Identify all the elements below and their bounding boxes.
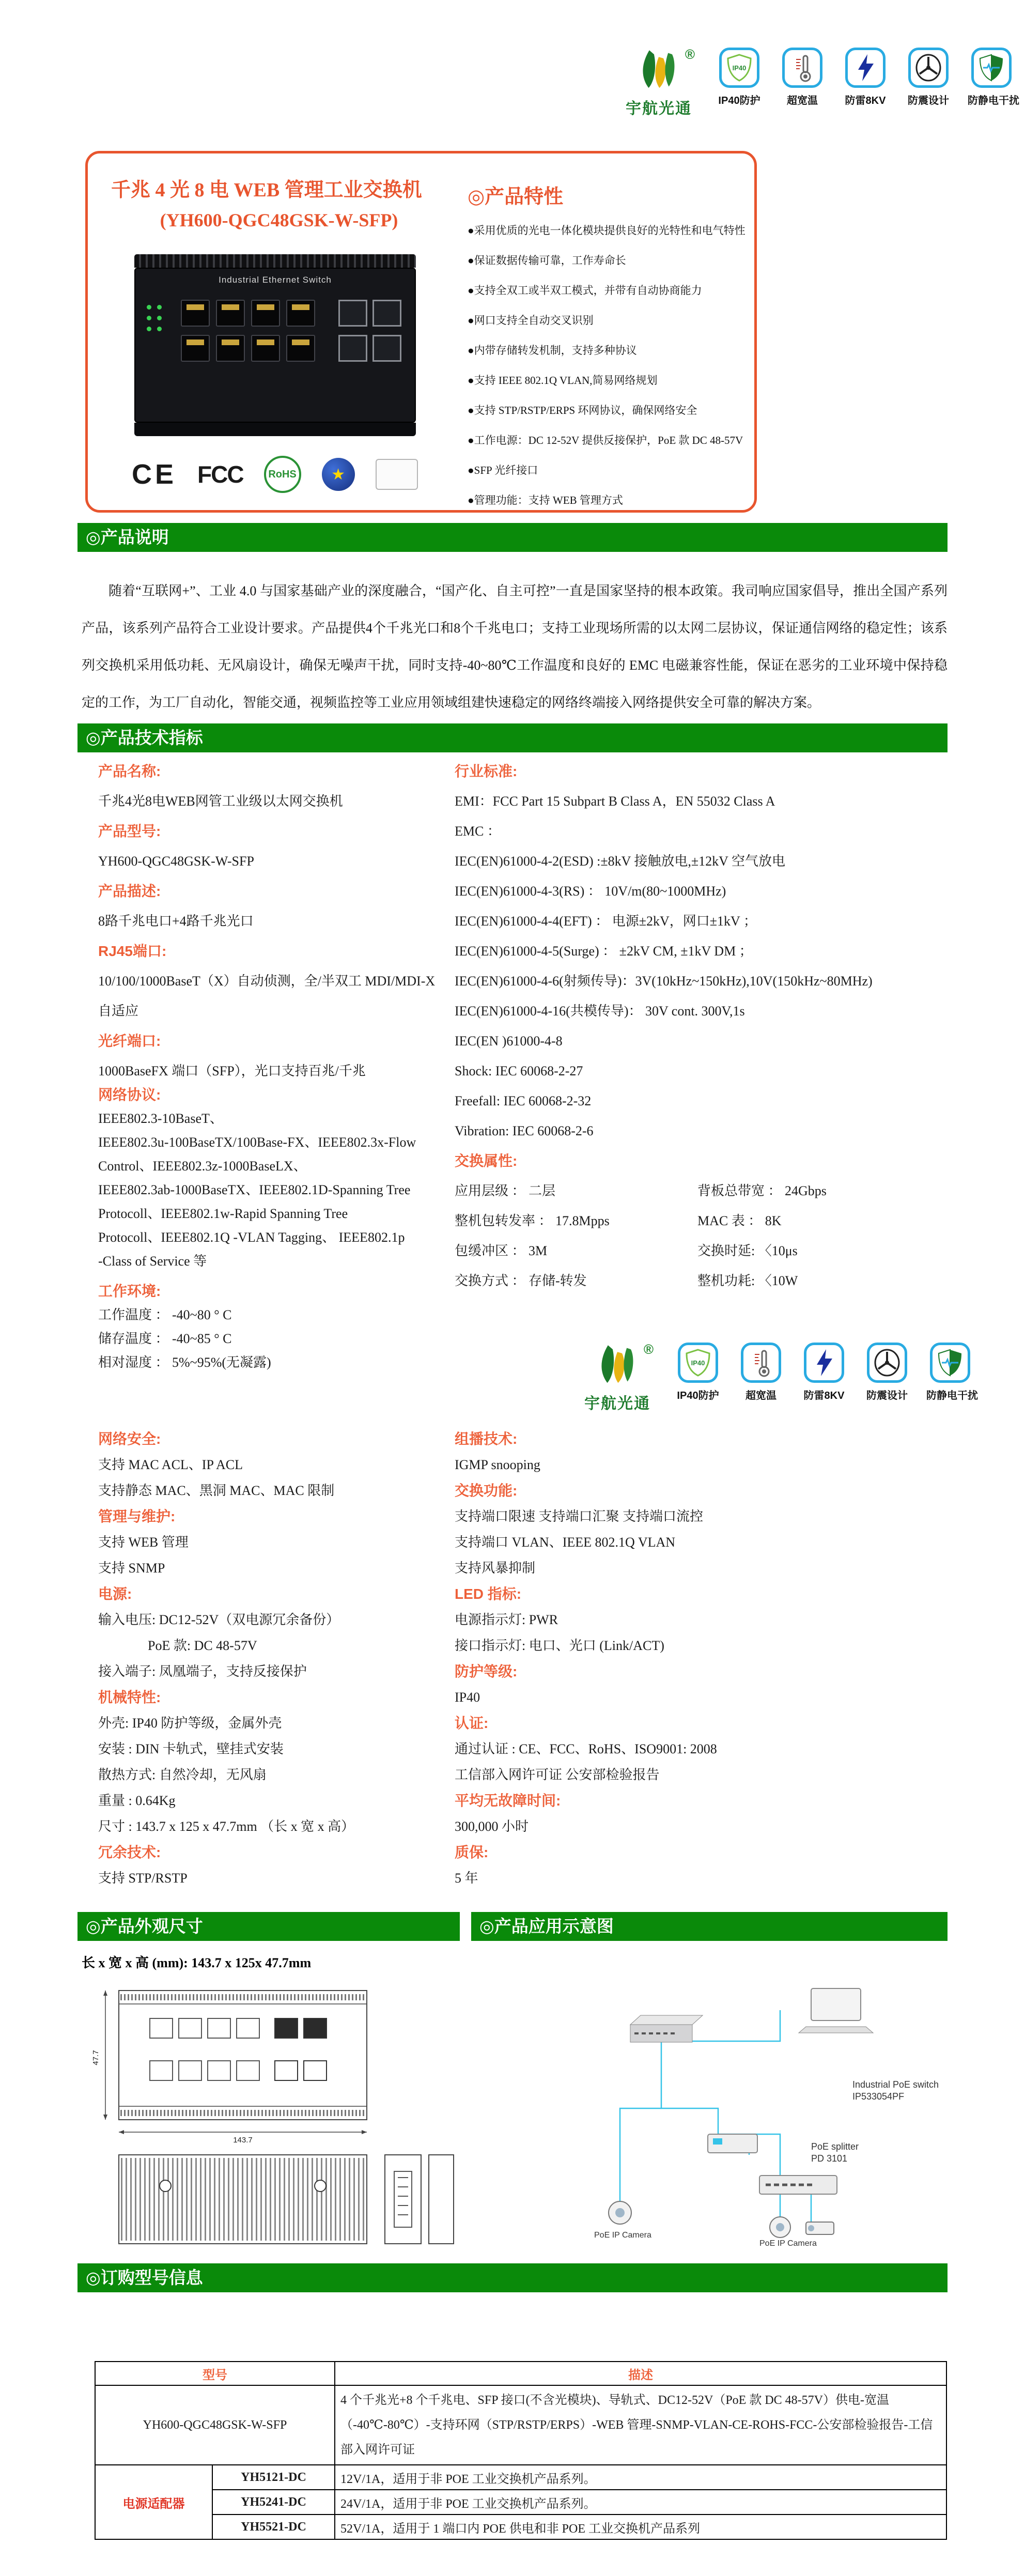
specs1-left-column: [98, 764, 460, 1379]
adapter-model-cell: YH5241-DC: [212, 2490, 335, 2515]
registered-mark: ®: [643, 1341, 654, 1357]
spec-value: PoE 款: DC 48-57V: [148, 1638, 257, 1653]
spec-value: 支持静态 MAC、黑洞 MAC、MAC 限制: [98, 1483, 335, 1498]
table-row: [95, 2385, 946, 2465]
spec-value: 支持 MAC ACL、IP ACL: [98, 1457, 243, 1472]
lightning-icon: [852, 53, 879, 82]
section-banner-tech-specs: ◎产品技术指标: [77, 723, 948, 752]
badge-anti-vibration: 防震设计: [863, 1343, 911, 1402]
spec-value: IEC(EN)61000-4-16(共模传导)： 30V cont. 300V,1s: [455, 1004, 745, 1019]
dimension-size-text: 长 x 宽 x 高 (mm): 143.7 x 125x 47.7mm: [82, 1955, 312, 1970]
spec-value: Protocoll、IEEE802.1w-Rapid Spanning Tree: [98, 1206, 348, 1221]
spec-value: MAC 表 ： 8K: [697, 1213, 782, 1228]
switch-attributes-grid: [455, 1183, 945, 1303]
table-row: [95, 2465, 946, 2490]
spec-value: 工作温度 ： -40~80 ° C: [98, 1307, 232, 1322]
spec-value: 散热方式: 自然冷却，无风扇: [98, 1767, 267, 1782]
spec-value: 电源指示灯: PWR: [455, 1612, 558, 1627]
brand-badges-row-top: [617, 47, 1019, 118]
spec-value: Control、IEEE802.3z-1000BaseLX、: [98, 1159, 307, 1174]
brand-badges-row-middle: [576, 1341, 978, 1413]
spec-value: YH600-QGC48GSK-W-SFP: [98, 854, 254, 869]
badge-lightning: 防雷8KV: [842, 48, 889, 107]
adapter-label-cell: 电源适配器: [95, 2465, 212, 2539]
brand-logo: [576, 1343, 659, 1413]
spec-value: 5 年: [455, 1871, 478, 1886]
product-title-line1: 千兆 4 光 8 电 WEB 管理工业交换机: [111, 179, 422, 201]
section-banner-dimensions: ◎产品外观尺寸: [77, 1912, 460, 1941]
spec-label: 冗余技术:: [98, 1844, 161, 1860]
switch-front-panel: [134, 268, 416, 423]
esd-shield-icon: [937, 1348, 964, 1377]
adapter-desc-cell: 24V/1A，适用于非 POE 工业交换机产品系列。: [335, 2490, 946, 2515]
product-title: [111, 175, 447, 235]
leaf-logo-icon: [597, 1343, 638, 1387]
spec-label: 机械特性:: [98, 1689, 161, 1705]
spec-value: 千兆4光8电WEB网管工业级以太网交换机: [98, 794, 343, 809]
adapter-desc-cell: 52V/1A，适用于 1 端口内 POE 供电和非 POE 工业交换机产品系列: [335, 2515, 946, 2539]
fan-icon: [914, 54, 942, 82]
svg-text:IP40: IP40: [732, 64, 747, 72]
thermometer-icon: [789, 53, 816, 82]
ip40-shield-icon: [685, 1348, 711, 1377]
spec-value: 接口指示灯: 电口、光口 (Link/ACT): [455, 1638, 664, 1653]
registered-mark: ®: [685, 47, 695, 62]
spec-label: 产品名称:: [98, 763, 161, 779]
spec-value: IEC(EN)61000-4-4(EFT) ： 电源±2kV，网口±1kV ；: [455, 914, 757, 929]
brand-name: 宇航光通: [584, 1395, 650, 1412]
spec-value: 接入端子: 凤凰端子，支持反接保护: [98, 1664, 307, 1679]
spec-label: 平均无故障时间:: [455, 1793, 561, 1809]
spec-value: IGMP snooping: [455, 1457, 540, 1472]
device-base: [134, 423, 416, 436]
spec-label: 网络安全:: [98, 1431, 161, 1447]
spec-value: IEC(EN)61000-4-6(射频传导)：3V(10kHz~150kHz),10V(150kHz~80MHz): [455, 974, 873, 989]
features-title: ◎产品特性: [468, 186, 564, 208]
spec-value: 安装 : DIN 卡轨式，壁挂式安装: [98, 1741, 284, 1756]
spec-value: IEEE802.3u-100BaseTX/100Base-FX、IEEE802.3x-Flow: [98, 1135, 416, 1150]
feature-item: ●网口支持全自动交叉识别: [468, 314, 594, 327]
heatsink-fins: [134, 254, 416, 268]
spec-value: Protocoll、IEEE802.1Q -VLAN Tagging、 IEEE802.1p: [98, 1230, 405, 1245]
leaf-logo-icon: [639, 48, 679, 92]
certification-marks: [132, 456, 418, 493]
license-card: [376, 459, 418, 490]
spec-label: 管理与维护:: [98, 1508, 176, 1524]
feature-item: ●支持 STP/RSTP/ERPS 环网协议，确保网络安全: [468, 404, 697, 417]
brand-name: 宇航光通: [626, 100, 692, 117]
spec-value: -Class of Service 等: [98, 1254, 207, 1269]
spec-value: 8路千兆电口+4路千兆光口: [98, 914, 254, 929]
adapter-model-cell: YH5521-DC: [212, 2515, 335, 2539]
hero-box: [85, 151, 757, 513]
spec-value: 交换时延: 〈10μs: [697, 1243, 798, 1258]
spec-value: 整机功耗: 〈10W: [697, 1273, 798, 1288]
spec-value: 重量 : 0.64Kg: [98, 1793, 176, 1808]
feature-item: ●管理功能：支持 WEB 管理方式: [468, 494, 623, 506]
ce-mark: CE: [132, 459, 177, 490]
badge-ip40: IP40 IP40防护: [716, 48, 763, 107]
diagram-splitter-label-1: PoE splitter: [811, 2141, 859, 2152]
fan-icon: [873, 1349, 901, 1377]
product-desc-cell: 4 个千兆光+8 个千兆电、SFP 接口(不含光模块)、导轨式、DC12-52V（PoE 款 DC 48-57V）供电-宽温（-40℃-80℃）-支持环网（STP/RSTP/ERPS）-WEB 管理-SNMP-VLAN-CE-ROHS-FCC-公安部检验报告-工信部入网许可证: [335, 2385, 946, 2465]
thermometer-icon: [748, 1348, 774, 1377]
feature-item: ●内带存储转发机制，支持多种协议: [468, 344, 637, 357]
spec-label: 交换功能:: [455, 1483, 518, 1499]
ip40-shield-icon: [726, 53, 753, 82]
spec-label: 交换属性:: [455, 1153, 518, 1169]
diagram-camera1-label: PoE IP Camera: [594, 2231, 651, 2240]
spec-value: IEC(EN)61000-4-3(RS) ： 10V/m(80~1000MHz): [455, 884, 726, 899]
spec-value: EMI：FCC Part 15 Subpart B Class A，EN 55032 Class A: [455, 794, 775, 809]
spec-value: Shock: IEC 60068-2-27: [455, 1063, 583, 1078]
diagram-switch-label-2: IP533054PF: [852, 2091, 905, 2102]
feature-item: ●保证数据传输可靠，工作寿命长: [468, 254, 626, 267]
led-indicators: [147, 305, 162, 331]
spec-label: 产品型号:: [98, 823, 161, 839]
feature-item: ●支持全双工或半双工模式，并带有自动协商能力: [468, 284, 702, 297]
application-diagram: [491, 1979, 948, 2250]
feature-item: ●工作电源：DC 12-52V 提供反接保护，PoE 款 DC 48-57V: [468, 434, 743, 446]
badge-lightning: 防雷8KV: [800, 1343, 848, 1402]
svg-text:IP40: IP40: [691, 1359, 705, 1367]
diagram-camera2-label: PoE IP Camera: [759, 2239, 817, 2248]
spec-value: 外壳: IP40 防护等级，金属外壳: [98, 1716, 282, 1731]
spec-label: 光纤端口:: [98, 1033, 161, 1049]
spec-value: 自适应: [98, 1004, 139, 1019]
spec-value: Vibration: IEC 60068-2-6: [455, 1123, 594, 1138]
lightning-icon: [811, 1348, 837, 1377]
front-height-dim: 47.7: [91, 2050, 100, 2065]
column-header-description: 描述: [335, 2362, 946, 2385]
spec-value: 包缓冲区 ： 3M: [455, 1243, 548, 1258]
table-row: [95, 2490, 946, 2515]
spec-value: 1000BaseFX 端口（SFP），光口支持百兆/千兆: [98, 1063, 366, 1078]
product-title-line2: (YH600-QGC48GSK-W-SFP): [160, 210, 398, 230]
spec-value: 支持端口限速 支持端口汇聚 支持端口流控: [455, 1509, 704, 1524]
badge-anti-vibration: 防震设计: [905, 48, 952, 107]
spec-label: RJ45端口:: [98, 943, 167, 959]
spec-value: IEEE802.3-10BaseT、: [98, 1111, 223, 1126]
adapter-model-cell: YH5121-DC: [212, 2465, 335, 2490]
dimension-drawing: [88, 1979, 470, 2250]
section-banner-order: ◎订购型号信息: [77, 2263, 948, 2292]
rj45-ports: [181, 300, 315, 362]
spec-value: 交换方式 ： 存储-转发: [455, 1273, 587, 1288]
spec-label: 防护等级:: [455, 1663, 518, 1679]
front-width-dim: 143.7: [233, 2136, 253, 2145]
feature-item: ●采用优质的光电一体化模块提供良好的光特性和电气特性: [468, 224, 746, 237]
spec-value: IEEE802.3ab-1000BaseTX、IEEE802.1D-Spanning Tree: [98, 1182, 411, 1197]
spec-value: 支持 WEB 管理: [98, 1535, 189, 1550]
product-photo: [134, 254, 416, 436]
rohs-mark: RoHS: [264, 456, 301, 493]
spec-value: 背板总带宽 ： 24Gbps: [697, 1183, 827, 1198]
spec-value: Freefall: IEC 60068-2-32: [455, 1093, 592, 1108]
spec-label: 工作环境:: [98, 1283, 161, 1299]
spec-value: 支持风暴抑制: [455, 1561, 536, 1576]
spec-label: LED 指标:: [455, 1586, 522, 1602]
section-banner-description: ◎产品说明: [77, 523, 948, 552]
esd-shield-icon: [978, 53, 1005, 82]
spec-label: 质保:: [455, 1844, 489, 1860]
specs1-right-column: [455, 764, 945, 1303]
order-table: [95, 2361, 947, 2540]
spec-value: 相对湿度 ： 5%~95%(无凝露): [98, 1355, 271, 1370]
spec-label: 认证:: [455, 1715, 489, 1731]
spec-value: 整机包转发率 ： 17.8Mpps: [455, 1213, 610, 1228]
emblem-mark: ★: [322, 458, 355, 491]
specs2-left-column: [98, 1431, 460, 1896]
adapter-desc-cell: 12V/1A，适用于非 POE 工业交换机产品系列。: [335, 2465, 946, 2490]
spec-label: 产品描述:: [98, 883, 161, 899]
brand-logo: [617, 48, 700, 118]
table-row: [95, 2515, 946, 2539]
spec-value: 储存温度 ： -40~85 ° C: [98, 1331, 232, 1346]
product-features: [468, 180, 751, 522]
order-table-header-row: [95, 2362, 946, 2385]
device-label: Industrial Ethernet Switch: [219, 275, 332, 285]
spec-value: 输入电压: DC12-52V（双电源冗余备份）: [98, 1612, 340, 1627]
spec-value: 支持端口 VLAN、IEEE 802.1Q VLAN: [455, 1535, 676, 1550]
specs2-right-column: [455, 1431, 945, 1896]
product-model-cell: YH600-QGC48GSK-W-SFP: [95, 2385, 335, 2465]
spec-value: IEC(EN)61000-4-5(Surge) ： ±2kV CM, ±1kV DM ；: [455, 944, 753, 959]
badge-anti-static: 防静电干扰: [926, 1343, 974, 1402]
badge-wide-temp: 超宽温: [779, 48, 826, 107]
diagram-splitter-label-2: PD 3101: [811, 2153, 848, 2164]
spec-value: 支持 STP/RSTP: [98, 1871, 188, 1886]
spec-value: 10/100/1000BaseT（X）自动侦测，全/半双工 MDI/MDI-X: [98, 974, 436, 989]
product-description-text: 随着“互联网+”、工业 4.0 与国家基础产业的深度融合，“国产化、自主可控”一直是国家坚持的根本政策。我司响应国家倡导，推出全国产系列产品，该系列产品符合工业设计要求。产品提供4个千兆光口和8个千兆电口；支持工业现场所需的以太网二层协议，保证通信网络的稳定性；该系列交换机采用低功耗、无风扇设计，确保无噪声干扰，同时支持-40~80℃工作温度和良好的 EMC 电磁兼容性能，保证在恶劣的工业环境中保持稳定的工作，为工厂自动化，智能交通，视频监控等工业应用领域组建快速稳定的网络终端接入网络提供安全可靠的解决方案。: [82, 583, 948, 710]
feature-item: ●SFP 光纤接口: [468, 464, 538, 476]
spec-value: IP40: [455, 1690, 480, 1705]
badge-ip40: IP40 IP40防护: [674, 1343, 722, 1402]
spec-value: IEC(EN)61000-4-2(ESD) :±8kV 接触放电,±12kV 空气放电: [455, 854, 785, 869]
spec-value: 通过认证 : CE、FCC、RoHS、ISO9001: 2008: [455, 1741, 717, 1756]
spec-value: 应用层级 ： 二层: [455, 1183, 556, 1198]
spec-value: 300,000 小时: [455, 1819, 529, 1834]
diagram-switch-label-1: Industrial PoE switch: [852, 2079, 939, 2090]
badge-wide-temp: 超宽温: [737, 1343, 785, 1402]
spec-value: EMC ：: [455, 824, 501, 839]
spec-label: 组播技术:: [455, 1431, 518, 1447]
badge-anti-static: 防静电干扰: [968, 48, 1015, 107]
fcc-mark: FCC: [197, 461, 243, 488]
section-banner-application: ◎产品应用示意图: [471, 1912, 948, 1941]
spec-label: 电源:: [98, 1586, 132, 1602]
sfp-ports: [338, 300, 401, 362]
spec-value: IEC(EN )61000-4-8: [455, 1034, 563, 1048]
feature-item: ●支持 IEEE 802.1Q VLAN,简易网络规划: [468, 374, 658, 387]
spec-label: 网络协议:: [98, 1087, 161, 1103]
spec-label: 行业标准:: [455, 763, 518, 779]
column-header-model: 型号: [95, 2362, 335, 2385]
spec-value: 尺寸 : 143.7 x 125 x 47.7mm （长 x 宽 x 高）: [98, 1819, 355, 1834]
spec-value: 工信部入网许可证 公安部检验报告: [455, 1767, 660, 1782]
spec-value: 支持 SNMP: [98, 1561, 165, 1576]
